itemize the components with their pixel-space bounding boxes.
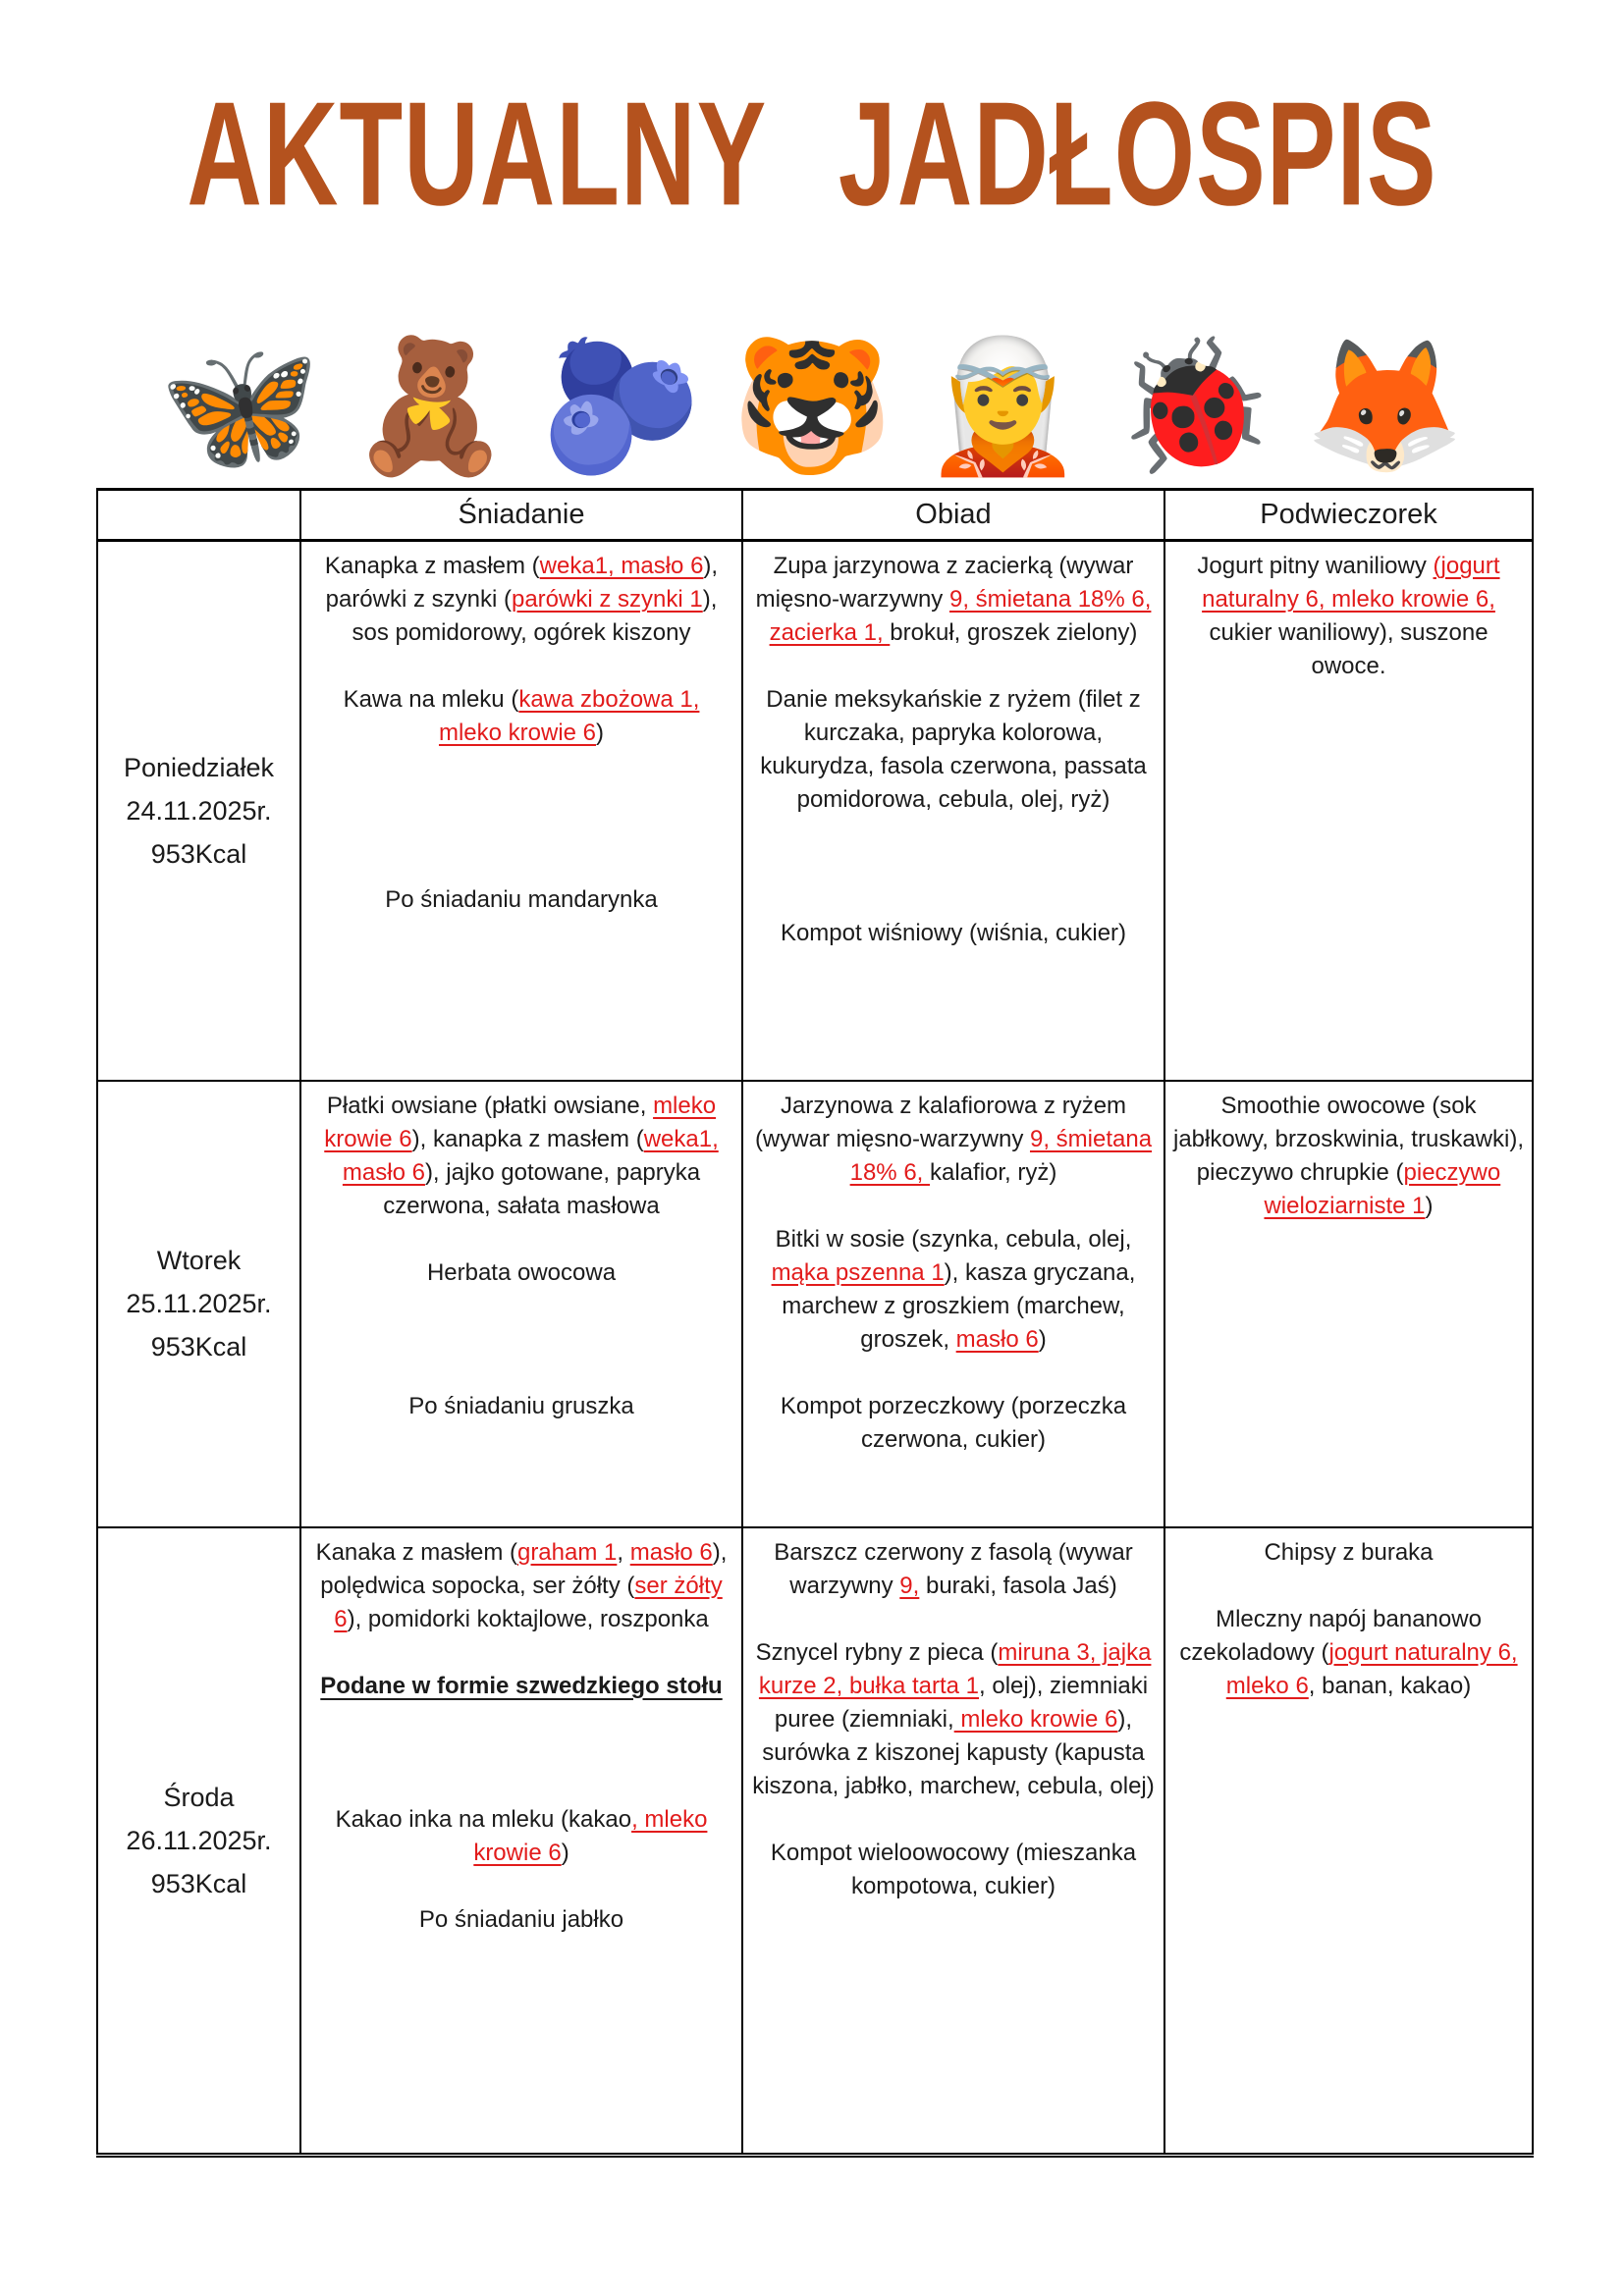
menu-text-line bbox=[309, 850, 733, 883]
menu-text-line: Bitki w sosie (szynka, cebula, olej, mąka pszenna 1), kasza gryczana, marchew z groszkiem (marchew, groszek, masło 6) bbox=[771, 1225, 1136, 1353]
mascot-row bbox=[0, 287, 1624, 479]
day-date: 24.11.2025r. bbox=[126, 795, 272, 826]
teddy-bear-icon: 🧸 bbox=[350, 334, 512, 479]
menu-text-line: Kompot porzeczkowy (porzeczka czerwona, cukier) bbox=[780, 1392, 1127, 1453]
day-cell-monday bbox=[97, 541, 300, 1081]
menu-text-line: Chipsy z buraka bbox=[1264, 1538, 1434, 1566]
menu-text-line: Danie meksykańskie z ryżem (filet z kurczaka, papryka kolorowa, kukurydza, fasola czerwona, passata pomidorowa, cebula, olej, ryż) bbox=[760, 686, 1147, 813]
day-kcal: 953Kcal bbox=[150, 1868, 247, 1898]
menu-text-line: Kawa na mleku (kawa zbożowa 1, mleko krowie 6) bbox=[343, 686, 700, 746]
menu-text-line: Mleczny napój bananowo czekoladowy (jogurt naturalny 6, mleko 6, banan, kakao) bbox=[1179, 1605, 1518, 1699]
header-sniadanie: Śniadanie bbox=[300, 490, 742, 541]
menu-text-line bbox=[309, 783, 733, 817]
menu-text-line: Herbata owocowa bbox=[426, 1258, 617, 1286]
header-day-column bbox=[97, 490, 300, 541]
table-row-tuesday bbox=[97, 1081, 1533, 1527]
menu-table bbox=[96, 488, 1534, 2158]
menu-text-line bbox=[309, 1223, 733, 1256]
menu-text-line: Smoothie owocowe (sok jabłkowy, brzoskwinia, truskawki), pieczywo chrupkie (pieczywo wieloziarniste 1) bbox=[1173, 1092, 1524, 1219]
menu-text-line bbox=[309, 1870, 733, 1903]
wednesday-breakfast-cell bbox=[300, 1527, 742, 2156]
elf-icon: 🧝 bbox=[922, 334, 1084, 479]
day-name: Wtorek bbox=[156, 1246, 242, 1275]
monday-breakfast-cell bbox=[300, 541, 742, 1081]
table-row-wednesday bbox=[97, 1527, 1533, 2156]
day-date: 26.11.2025r. bbox=[126, 1825, 272, 1855]
menu-text-line bbox=[309, 1770, 733, 1803]
day-cell-wednesday bbox=[97, 1527, 300, 2156]
day-name: Środa bbox=[163, 1782, 235, 1812]
menu-text-line: Podane w formie szwedzkiego stołu bbox=[320, 1672, 723, 1699]
menu-text-line: Barszcz czerwony z fasolą (wywar warzywny 9, buraki, fasola Jaś) bbox=[774, 1538, 1133, 1599]
day-cell-tuesday bbox=[97, 1081, 300, 1527]
header-obiad: Obiad bbox=[742, 490, 1164, 541]
menu-text-line: Zupa jarzynowa z zacierką (wywar mięsno-warzywny 9, śmietana 18% 6, zacierka 1, brokuł, groszek zielony) bbox=[755, 553, 1152, 646]
blueberry-icon: 🫐 bbox=[540, 334, 702, 479]
day-kcal: 953Kcal bbox=[150, 1332, 247, 1362]
tuesday-snack-cell bbox=[1164, 1081, 1533, 1527]
menu-text-line: Po śniadaniu jabłko bbox=[418, 1905, 624, 1933]
menu-text-line bbox=[309, 1736, 733, 1770]
menu-text-line bbox=[309, 1323, 733, 1357]
menu-text-line: Płatki owsiane (płatki owsiane, mleko krowie 6), kanapka z masłem (weka1, masło 6), jajko gotowane, papryka czerwona, sałata masłowa bbox=[324, 1092, 719, 1219]
menu-text-line bbox=[309, 650, 733, 683]
menu-text-line bbox=[309, 1357, 733, 1390]
menu-text-line: Kanapka z masłem (weka1, masło 6), parówki z szynki (parówki z szynki 1), sos pomidorowy, ogórek kiszony bbox=[324, 553, 719, 646]
menu-text-line bbox=[751, 850, 1156, 883]
menu-text-line bbox=[751, 1190, 1156, 1223]
menu-text-line bbox=[309, 1636, 733, 1670]
monday-snack-cell bbox=[1164, 541, 1533, 1081]
butterfly-icon: 🦋 bbox=[158, 334, 321, 479]
menu-text-line: Po śniadaniu mandarynka bbox=[385, 886, 658, 913]
menu-text-line bbox=[309, 1703, 733, 1736]
menu-text-line bbox=[309, 1290, 733, 1323]
monday-lunch-cell bbox=[742, 541, 1164, 1081]
day-date: 25.11.2025r. bbox=[126, 1289, 272, 1318]
menu-text-line bbox=[751, 883, 1156, 917]
header-row bbox=[97, 490, 1533, 541]
menu-text-line bbox=[1173, 1570, 1524, 1603]
menu-text-line bbox=[751, 1603, 1156, 1636]
wednesday-lunch-cell bbox=[742, 1527, 1164, 2156]
menu-text-line bbox=[751, 1357, 1156, 1390]
tuesday-breakfast-cell bbox=[300, 1081, 742, 1527]
menu-text-line: Kompot wiśniowy (wiśnia, cukier) bbox=[780, 920, 1127, 946]
header-podwieczorek: Podwieczorek bbox=[1164, 490, 1533, 541]
table-row-monday bbox=[97, 541, 1533, 1081]
menu-text-line: Jogurt pitny waniliowy (jogurt naturalny 6, mleko krowie 6, cukier waniliowy), suszone owoce. bbox=[1197, 553, 1500, 679]
menu-text-line bbox=[751, 650, 1156, 683]
menu-text-line: Kompot wieloowocowy (mieszanka kompotowa, cukier) bbox=[770, 1839, 1137, 1899]
fox-icon: 🦊 bbox=[1303, 334, 1466, 479]
menu-text-line bbox=[751, 1803, 1156, 1837]
menu-text-line: Sznycel rybny z pieca (miruna 3, jajka kurze 2, bułka tarta 1, olej), ziemniaki puree (ziemniaki, mleko krowie 6), surówka z kiszonej kapusty (kapusta kiszona, jabłko, marchew, cebula, olej) bbox=[752, 1638, 1155, 1799]
menu-text-line bbox=[751, 817, 1156, 850]
day-kcal: 953Kcal bbox=[150, 838, 247, 869]
page-title: AKTUALNY JADŁOSPIS bbox=[187, 72, 1437, 237]
ladybug-icon: 🐞 bbox=[1112, 334, 1274, 479]
wednesday-snack-cell bbox=[1164, 1527, 1533, 2156]
menu-text-line: Jarzynowa z kalafiorowa z ryżem (wywar mięsno-warzywny 9, śmietana 18% 6, kalafior, ryż) bbox=[754, 1092, 1153, 1186]
menu-text-line bbox=[309, 750, 733, 783]
tiger-icon: 🐯 bbox=[731, 334, 893, 479]
menu-text-line bbox=[309, 817, 733, 850]
menu-text-line: Po śniadaniu gruszka bbox=[408, 1392, 634, 1419]
menu-text-line: Kanaka z masłem (graham 1, masło 6), polędwica sopocka, ser żółty (ser żółty 6), pomidorki koktajlowe, roszponka bbox=[315, 1538, 728, 1632]
menu-text-line: Kakao inka na mleku (kakao, mleko krowie 6) bbox=[335, 1805, 708, 1866]
tuesday-lunch-cell bbox=[742, 1081, 1164, 1527]
day-name: Poniedziałek bbox=[123, 752, 275, 782]
